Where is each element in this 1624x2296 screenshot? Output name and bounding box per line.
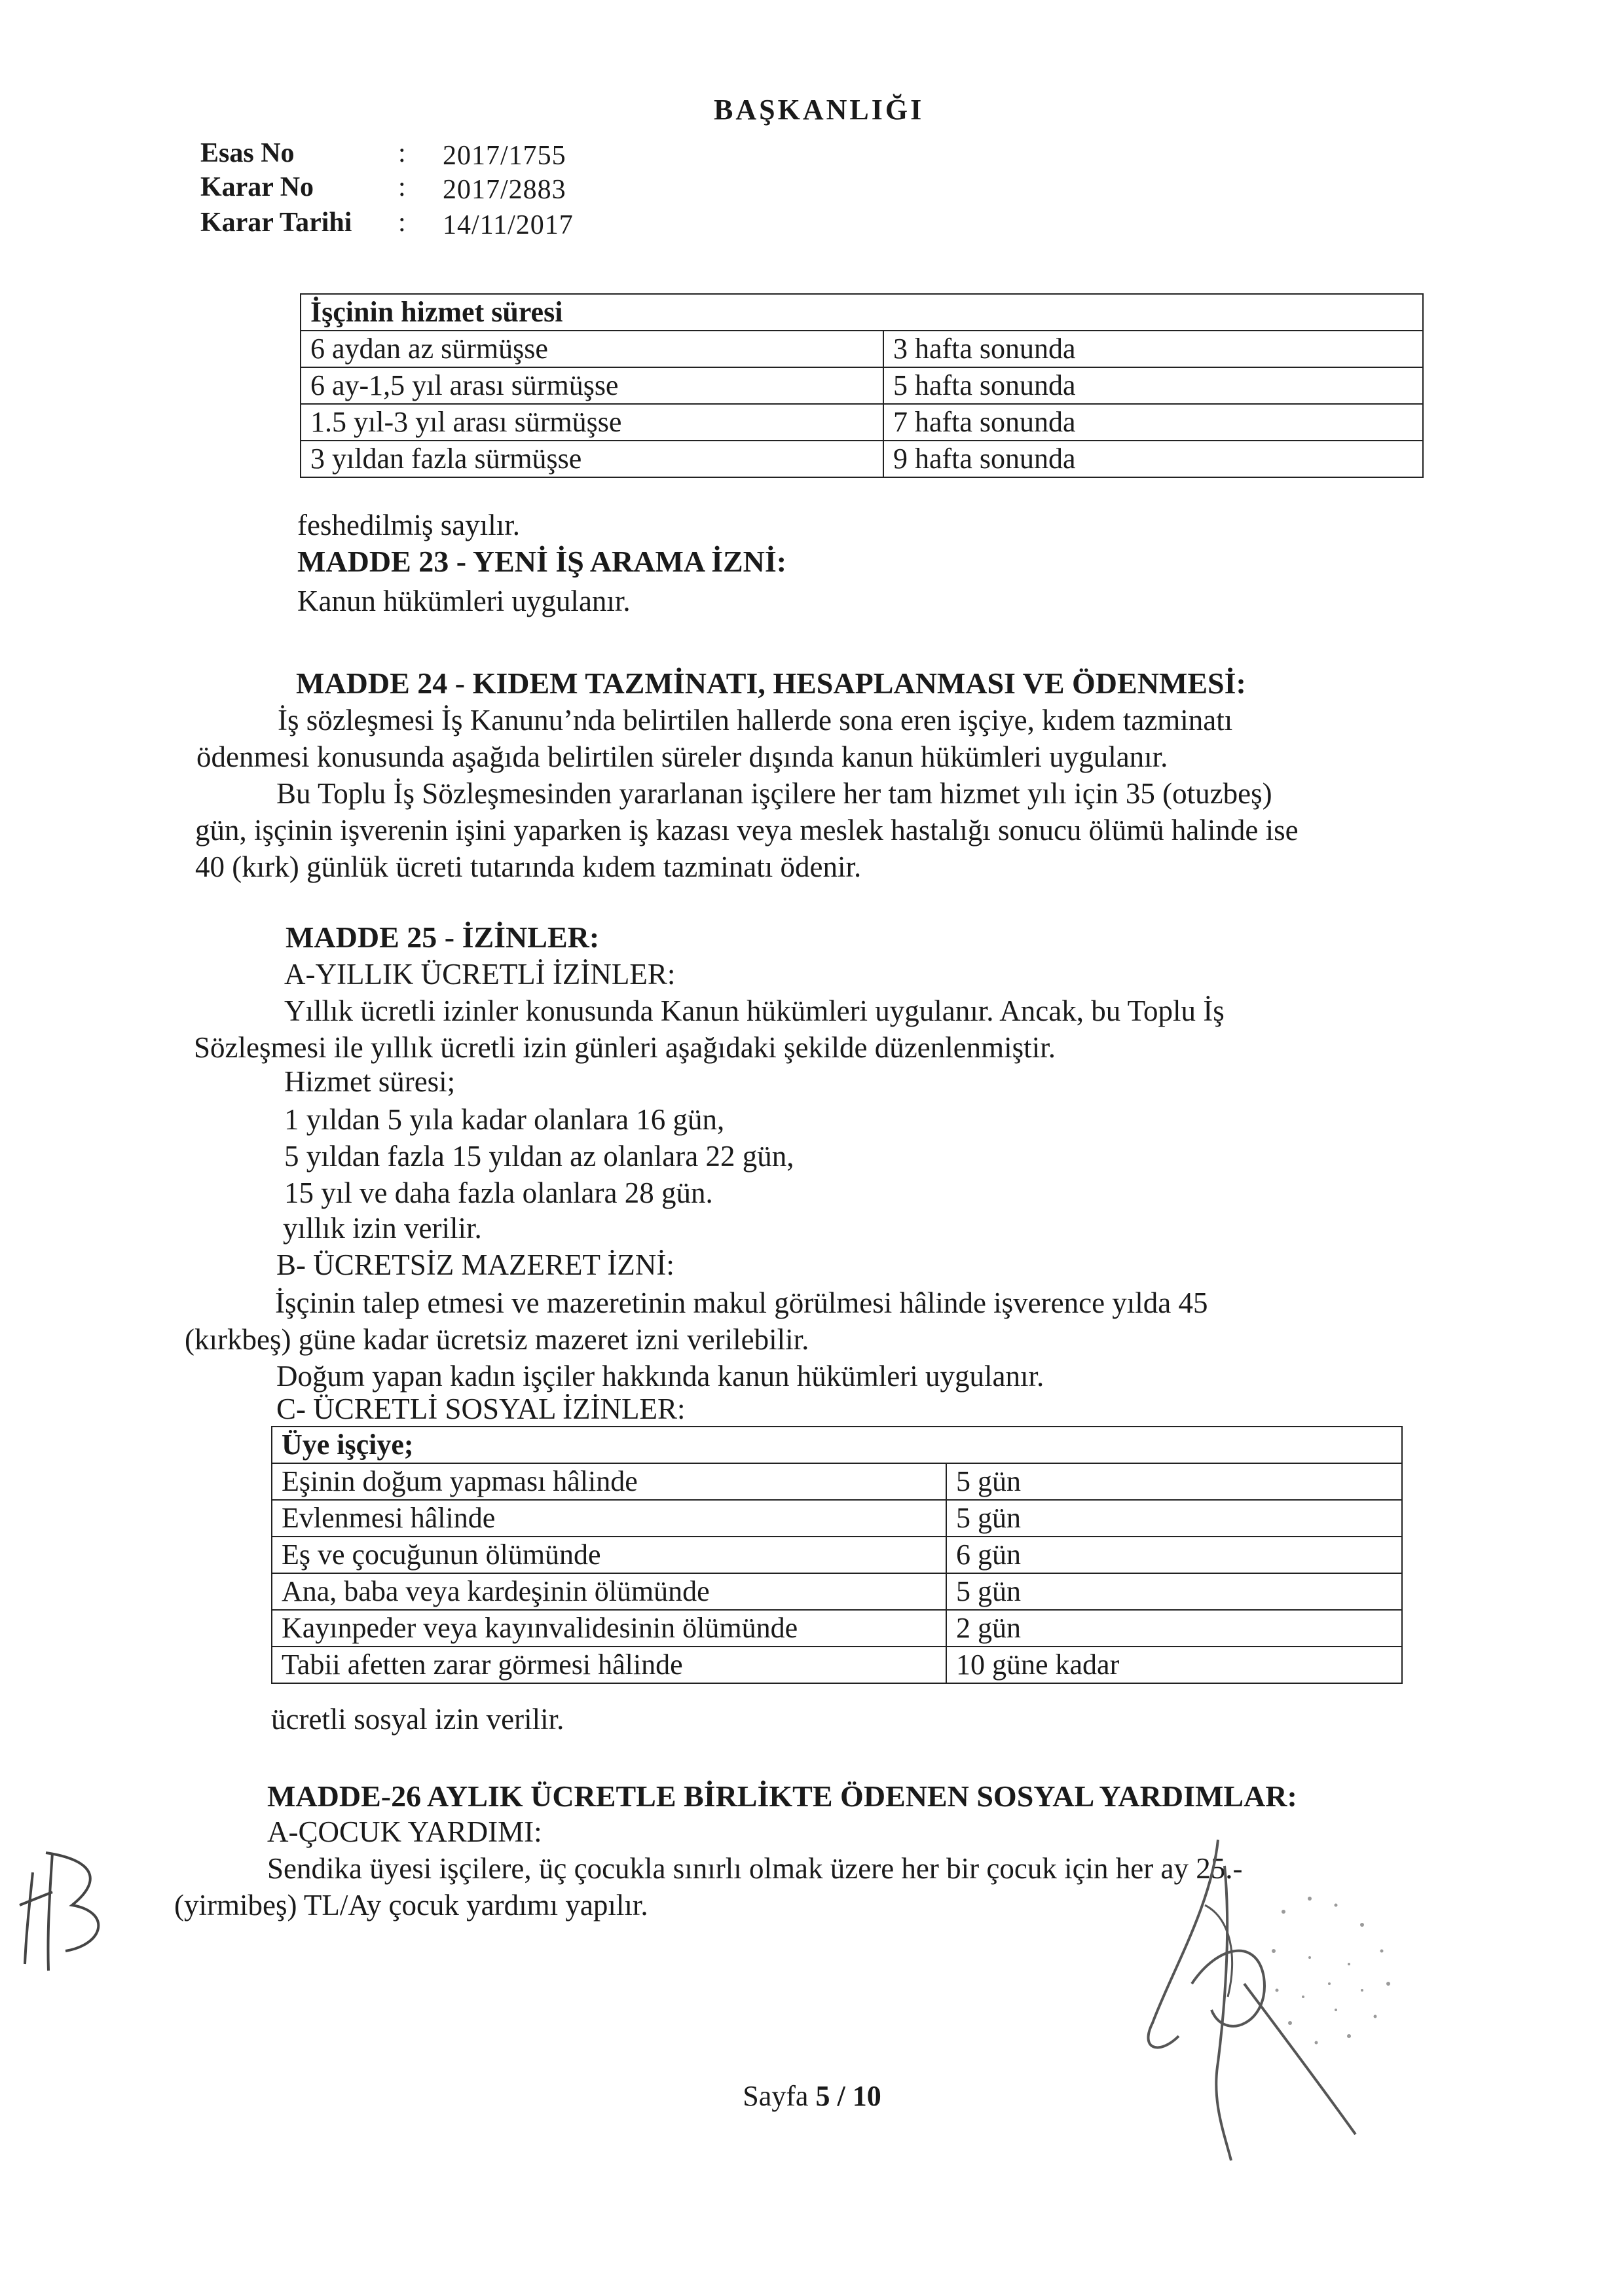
table-cell-label: Tabii afetten zarar görmesi hâlinde — [272, 1647, 946, 1683]
table-row — [301, 441, 1423, 477]
table-cell-value: 5 gün — [946, 1573, 1402, 1610]
madde26-a-line2: (yirmibeş) TL/Ay çocuk yardımı yapılır. — [174, 1889, 648, 1922]
madde26-a-title: A-ÇOCUK YARDIMI: — [267, 1815, 542, 1848]
signature-stamp — [1113, 1827, 1441, 2167]
page-number-separator: / — [837, 2080, 845, 2112]
table-cell-label: Kayınpeder veya kayınvalidesinin ölümünde — [272, 1610, 946, 1647]
table-cell-label: 3 yıldan fazla sürmüşse — [301, 441, 883, 477]
table-row — [301, 404, 1423, 441]
madde24-title: MADDE 24 - KIDEM TAZMİNATI, HESAPLANMASI VE ÖDENMESİ: — [296, 666, 1246, 700]
karar-tarihi-colon: : — [398, 208, 406, 238]
table-row — [272, 1500, 1402, 1537]
table-cell-value: 5 gün — [946, 1463, 1402, 1500]
table-cell-label: Ana, baba veya kardeşinin ölümünde — [272, 1573, 946, 1610]
table-row — [272, 1537, 1402, 1573]
page-number-total: 10 — [852, 2080, 881, 2112]
table-header-cell: İşçinin hizmet süresi — [301, 294, 883, 331]
table-row — [272, 1610, 1402, 1647]
madde25-b-line2: (kırkbeş) güne kadar ücretsiz mazeret izni verilebilir. — [185, 1323, 809, 1356]
cut-off-heading: BAŞKANLIĞI — [714, 94, 925, 126]
table-cell-label: Evlenmesi hâlinde — [272, 1500, 946, 1537]
page-number-prefix: Sayfa — [743, 2080, 809, 2112]
madde25-a-line7: yıllık izin verilir. — [283, 1212, 482, 1245]
madde26-title: MADDE-26 AYLIK ÜCRETLE BİRLİKTE ÖDENEN SOSYAL YARDIMLAR: — [267, 1779, 1297, 1813]
madde25-c-title: C- ÜCRETLİ SOSYAL İZİNLER: — [276, 1393, 686, 1425]
table-cell-value: 3 hafta sonunda — [883, 331, 1423, 367]
handwritten-initials — [7, 1833, 124, 1977]
esas-no-value: 2017/1755 — [443, 141, 566, 171]
table-cell-label: 6 aydan az sürmüşse — [301, 331, 883, 367]
table-cell-value: 5 hafta sonunda — [883, 367, 1423, 404]
table-cell-value: 2 gün — [946, 1610, 1402, 1647]
madde25-a-line5: 5 yıldan fazla 15 yıldan az olanlara 22 gün, — [284, 1140, 794, 1173]
table-cell-label: 1.5 yıl-3 yıl arası sürmüşse — [301, 404, 883, 441]
table-cell-label: Eşinin doğum yapması hâlinde — [272, 1463, 946, 1500]
table-cell-value: 9 hafta sonunda — [883, 441, 1423, 477]
table-header-row — [301, 294, 1423, 331]
madde25-a-line4: 1 yıldan 5 yıla kadar olanlara 16 gün, — [284, 1103, 725, 1136]
madde25-b-line1: İşçinin talep etmesi ve mazeretinin makul görülmesi hâlinde işverence yılda 45 — [275, 1286, 1208, 1319]
notice-period-table — [300, 293, 1424, 478]
page-number — [0, 2079, 1624, 2113]
madde25-title: MADDE 25 - İZİNLER: — [286, 920, 600, 954]
madde24-p2-line1: Bu Toplu İş Sözleşmesinden yararlanan işçilere her tam hizmet yılı için 35 (otuzbeş) — [276, 777, 1272, 810]
karar-no-colon: : — [398, 172, 406, 202]
table-row — [272, 1463, 1402, 1500]
madde24-p2-line3: 40 (kırk) günlük ücreti tutarında kıdem tazminatı ödenir. — [195, 850, 862, 883]
karar-no-value: 2017/2883 — [443, 175, 566, 205]
table-row — [301, 331, 1423, 367]
table-cell-value: 5 gün — [946, 1500, 1402, 1537]
table-header-cell-empty — [883, 294, 1423, 331]
page-number-current: 5 — [815, 2080, 830, 2112]
karar-tarihi-label: Karar Tarihi — [200, 208, 352, 238]
madde26-a-line1: Sendika üyesi işçilere, üç çocukla sınırlı olmak üzere her bir çocuk için her ay 25.- — [267, 1852, 1243, 1885]
madde25-b-title: B- ÜCRETSİZ MAZERET İZNİ: — [276, 1248, 674, 1281]
table-cell-label: Eş ve çocuğunun ölümünde — [272, 1537, 946, 1573]
table-cell-value: 6 gün — [946, 1537, 1402, 1573]
madde25-b-line3: Doğum yapan kadın işçiler hakkında kanun hükümleri uygulanır. — [276, 1360, 1044, 1393]
table-cell-value: 10 güne kadar — [946, 1647, 1402, 1683]
madde25-a-title: A-YILLIK ÜCRETLİ İZİNLER: — [284, 958, 676, 991]
table-row — [272, 1573, 1402, 1610]
table-header-cell-empty — [946, 1427, 1402, 1463]
table-row — [272, 1647, 1402, 1683]
madde25-a-line6: 15 yıl ve daha fazla olanlara 28 gün. — [284, 1176, 713, 1209]
notice-table-after: feshedilmiş sayılır. — [297, 509, 520, 541]
madde23-body: Kanun hükümleri uygulanır. — [297, 585, 631, 617]
madde23-title: MADDE 23 - YENİ İŞ ARAMA İZNİ: — [297, 545, 787, 578]
table-cell-value: 7 hafta sonunda — [883, 404, 1423, 441]
madde24-p1-line1: İş sözleşmesi İş Kanunu’nda belirtilen hallerde sona eren işçiye, kıdem tazminatı — [278, 704, 1233, 737]
table-header-row — [272, 1427, 1402, 1463]
madde24-p2-line2: gün, işçinin işverenin işini yaparken iş kazası veya meslek hastalığı sonucu ölümü halinde ise — [195, 814, 1299, 847]
madde25-a-line2: Sözleşmesi ile yıllık ücretli izin günleri aşağıdaki şekilde düzenlenmiştir. — [194, 1031, 1056, 1064]
madde25-a-line3: Hizmet süresi; — [284, 1065, 456, 1098]
social-leave-table — [271, 1426, 1403, 1684]
table-row — [301, 367, 1423, 404]
esas-no-colon: : — [398, 138, 406, 168]
madde25-a-line1: Yıllık ücretli izinler konusunda Kanun hükümleri uygulanır. Ancak, bu Toplu İş — [284, 994, 1225, 1027]
table-header-cell: Üye işçiye; — [272, 1427, 946, 1463]
karar-no-label: Karar No — [200, 172, 314, 202]
social-leave-after: ücretli sosyal izin verilir. — [271, 1703, 564, 1736]
table-cell-label: 6 ay-1,5 yıl arası sürmüşse — [301, 367, 883, 404]
esas-no-label: Esas No — [200, 138, 295, 168]
karar-tarihi-value: 14/11/2017 — [443, 210, 574, 240]
madde24-p1-line2: ödenmesi konusunda aşağıda belirtilen süreler dışında kanun hükümleri uygulanır. — [196, 740, 1168, 773]
